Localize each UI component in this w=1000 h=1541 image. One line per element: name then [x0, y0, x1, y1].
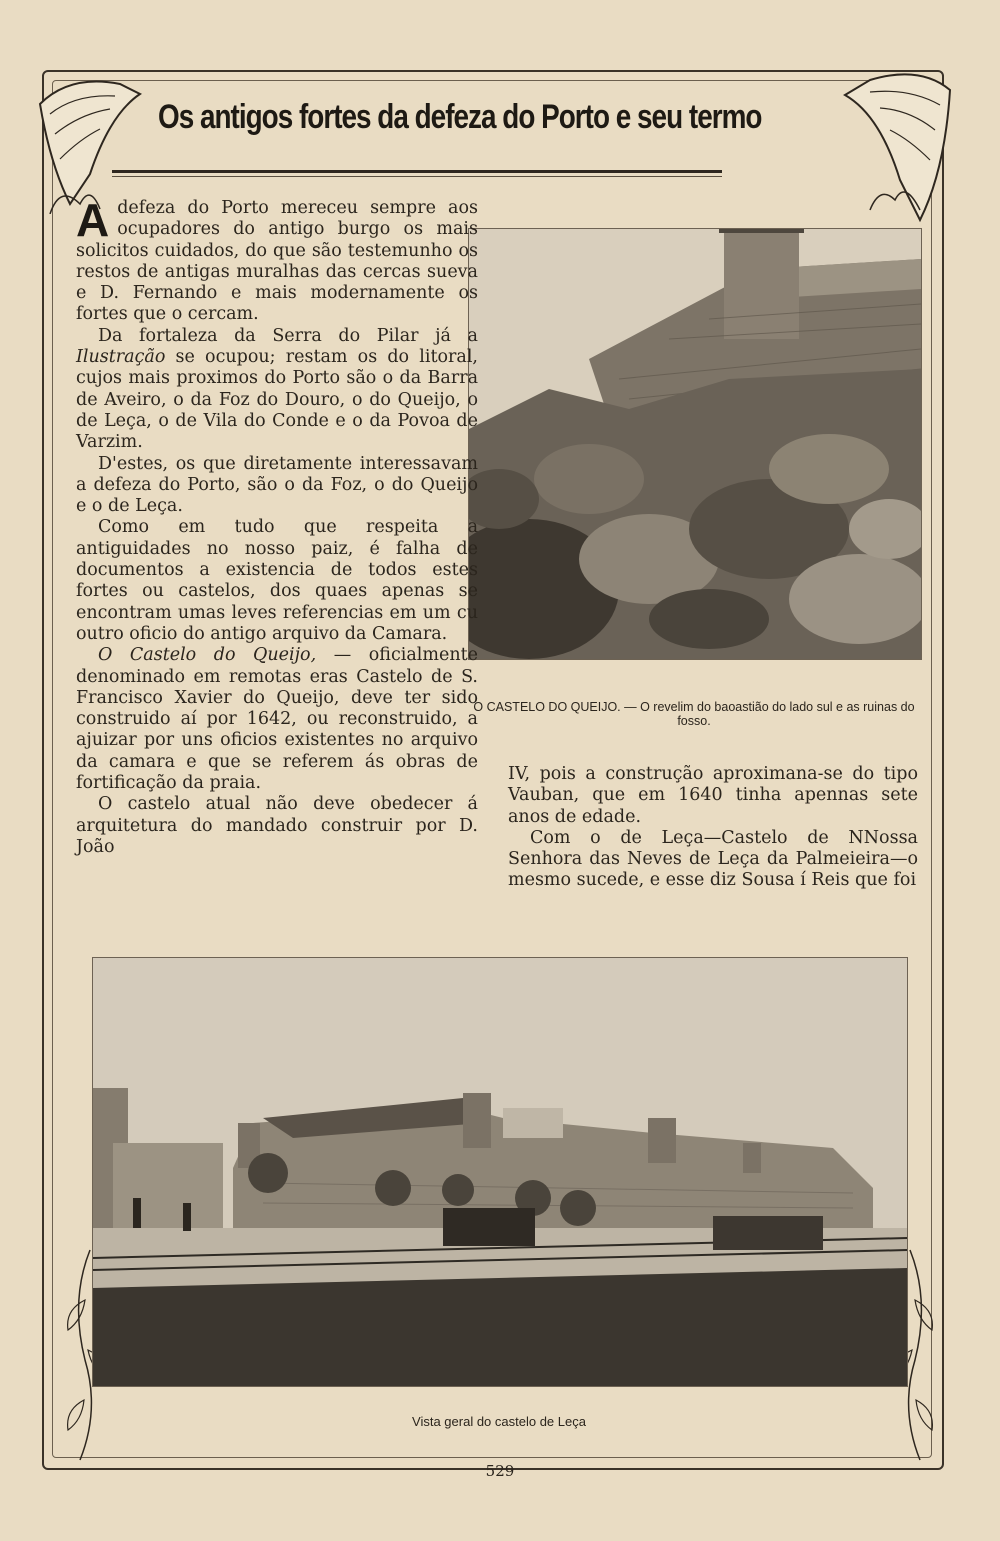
page-number: 529 [485, 1462, 515, 1480]
paragraph: D'estes, os que diretamente interessavam a defeza do Porto, são o da Foz, o do Queijo e o de Leça. [76, 453, 478, 517]
scroll-ornament-icon [830, 60, 960, 230]
paragraph: Com o de Leça—Castelo de NNossa Senhora das Neves de Leça da Palmeieira—o mesmo sucede, e esse diz Sousa í Reis que foi [508, 827, 918, 891]
photo-caption: O CASTELO DO QUEIJO. — O revelim do baoastião do lado sul e as ruinas do fosso. [473, 700, 915, 728]
drop-cap: A [76, 194, 110, 246]
paragraph: Como em tudo que respeita a antiguidades no nosso paiz, é falha de documentos a existencia de todos estes fortes ou castelos, dos quaes apenas se encontram umas leves referencias em um cu outro oficio do antigo arquivo da Camara. [76, 517, 478, 644]
text-column-left [76, 194, 478, 858]
paragraph: Da fortaleza da Serra do Pilar já a Ilustração se ocupou; restam os do litoral, cujos mais proximos do Porto são o da Barra de Aveiro, o da Foz do Douro, o do Queijo, o de Leça, o de Vila do Conde e o da Povoa de Varzim. [76, 325, 478, 453]
scroll-ornament-icon [30, 64, 150, 214]
paragraph: O castelo atual não deve obedecer á arquitetura do mandado construir por D. João [76, 794, 478, 857]
photo-caption: Vista geral do castelo de Leça [412, 1414, 586, 1429]
paragraph: O Castelo do Queijo, — oficialmente denominado em remotas eras Castelo de S. Francisco Xavier do Queijo, deve ter sido construido aí por 1642, ou reconstruido, a ajuizar por uns oficios existentes no arquivo da camara e que se referem ás obras de fortificação da praia. [76, 645, 478, 794]
paragraph: IV, pois a construção aproximana-se do tipo Vauban, que em 1640 tinha apennas sete anos de edade. [508, 764, 918, 827]
text-column-right [508, 764, 918, 892]
photo-castelo-do-queijo [468, 228, 922, 660]
photo-castelo-de-leca [92, 957, 908, 1387]
title-rule [112, 176, 722, 177]
title-rule [112, 170, 722, 173]
paragraph: Adefeza do Porto mereceu sempre aos ocupadores do antigo burgo os mais solicitos cuidados, do que são testemunho os restos de antigas muralhas das cercas sueva e D. Fernando e mais modernamente os fortes que o cercam. [76, 194, 478, 325]
article-title: Os antigos fortes da defeza do Porto e seu termo [158, 98, 762, 136]
